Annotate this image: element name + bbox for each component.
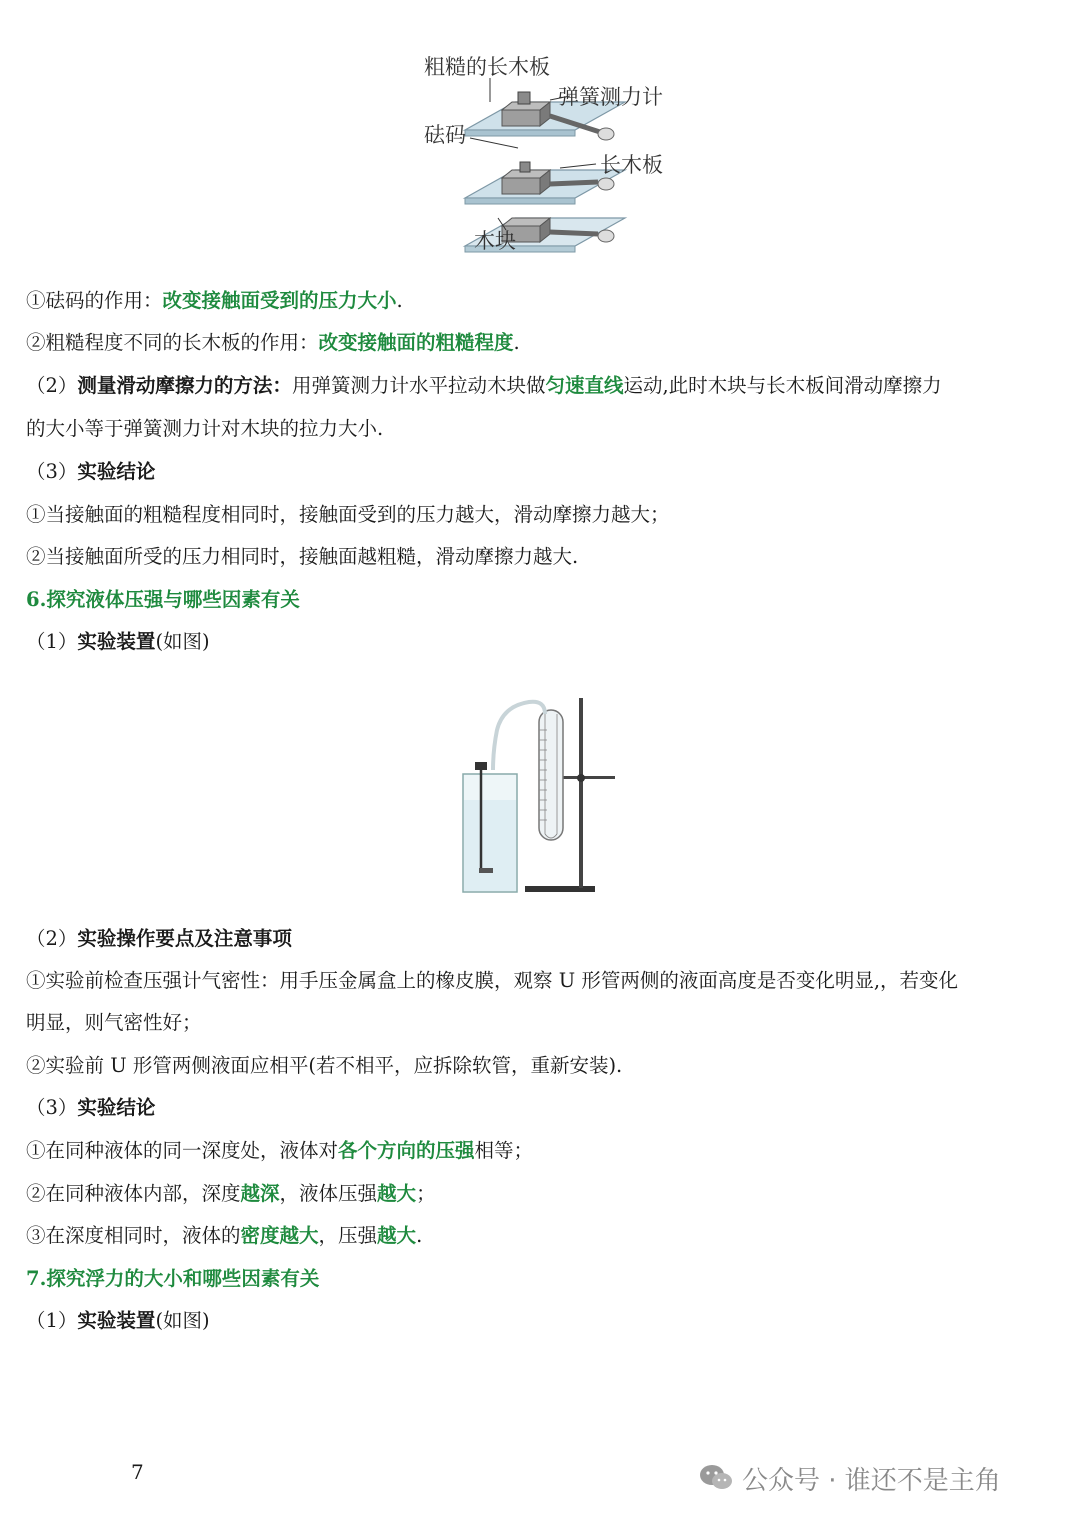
pressure-conclusion-1 [26, 1136, 1056, 1166]
item-text: ③在深度相同时，液体的 [26, 1224, 241, 1247]
rubber-hose [493, 702, 545, 770]
item-text: ①在同种液体的同一深度处，液体对 [26, 1139, 339, 1162]
item-text: 用弹簧测力计水平拉动木块做 [291, 374, 546, 397]
pressure-conclusion-2 [26, 1179, 1056, 1209]
item-text: ； [416, 1182, 436, 1205]
label-rough-board: 粗糙的长木板 [424, 55, 550, 79]
friction-item-2 [26, 328, 1056, 358]
item-text: . [396, 289, 403, 312]
item-text: . [513, 331, 520, 354]
item-text: ②粗糙程度不同的长木板的作用： [26, 331, 319, 354]
sub-suffix: (如图) [155, 1309, 210, 1332]
answer-highlight: 改变接触面的粗糙程度 [318, 331, 514, 354]
answer-highlight: 越大 [377, 1224, 417, 1247]
sub-number: （1） [26, 630, 78, 653]
item-text: ①砝码的作用： [26, 289, 163, 312]
item-text: . [416, 1224, 423, 1247]
answer-highlight: 改变接触面受到的压力大小 [162, 289, 397, 312]
sub-number: （3） [26, 1096, 78, 1119]
sub-number: （1） [26, 1309, 78, 1332]
sub-number: （2） [26, 927, 78, 950]
sub-suffix: (如图) [155, 630, 210, 653]
label-block: 木块 [474, 229, 516, 253]
sub-title: 实验装置 [77, 1309, 156, 1332]
item-text: ，压强 [318, 1224, 378, 1247]
sub-title: 测量滑动摩擦力的方法： [77, 374, 292, 397]
label-long-board: 长木板 [600, 153, 663, 177]
beaker [463, 762, 517, 892]
buoyancy-setup-heading [26, 1306, 1056, 1336]
watermark-text: 公众号 · 谁还不是主角 [742, 1465, 1001, 1496]
label-weight: 砝码 [424, 123, 466, 147]
item-text: 相等； [474, 1139, 534, 1162]
friction-item-1 [26, 286, 1056, 316]
answer-highlight: 越深 [240, 1182, 280, 1205]
answer-highlight: 匀速直线 [545, 374, 624, 397]
u-tube-manometer [539, 710, 563, 840]
pressure-notes-heading [26, 924, 1056, 954]
pressure-setup-heading [26, 627, 1056, 657]
sub-title: 实验结论 [77, 460, 156, 483]
wechat-icon [698, 1463, 734, 1493]
pressure-note-1-line-1: ①实验前检查压强计气密性：用手压金属盒上的橡皮膜，观察 U 形管两侧的液面高度是否变化明显,，若变化 [26, 969, 959, 992]
answer-highlight: 密度越大 [240, 1224, 319, 1247]
sub-title: 实验结论 [77, 1096, 156, 1119]
friction-method-line-2: 的大小等于弹簧测力计对木块的拉力大小. [26, 417, 384, 440]
item-text: ②在同种液体内部，深度 [26, 1182, 241, 1205]
friction-experiment-figure [410, 50, 690, 255]
section-7-heading: 7.探究浮力的大小和哪些因素有关 [26, 1267, 320, 1290]
answer-highlight: 越大 [377, 1182, 417, 1205]
item-text: ，液体压强 [279, 1182, 378, 1205]
sub-number: （2） [26, 374, 78, 397]
wood-block-top [502, 92, 550, 126]
friction-conclusion-1: ①当接触面的粗糙程度相同时，接触面受到的压力越大，滑动摩擦力越大； [26, 503, 670, 526]
section-6-heading: 6.探究液体压强与哪些因素有关 [26, 588, 300, 611]
sub-title: 实验装置 [77, 630, 156, 653]
page-number: 7 [131, 1460, 144, 1484]
pressure-conclusion-3 [26, 1221, 1056, 1251]
watermark [698, 1458, 1001, 1498]
wood-block-middle [502, 162, 550, 194]
friction-conclusion-2: ②当接触面所受的压力相同时，接触面越粗糙，滑动摩擦力越大. [26, 545, 579, 568]
friction-method-line-1 [26, 371, 1056, 401]
friction-conclusion-heading [26, 457, 1056, 487]
item-text: 运动,此时木块与长木板间滑动摩擦力 [623, 374, 942, 397]
sub-number: （3） [26, 460, 78, 483]
answer-highlight: 各个方向的压强 [338, 1139, 475, 1162]
label-spring-scale: 弹簧测力计 [558, 85, 663, 109]
pressure-conclusion-heading [26, 1093, 1056, 1123]
pressure-note-2: ②实验前 U 形管两侧液面应相平(若不相平，应拆除软管，重新安装). [26, 1054, 623, 1077]
pressure-note-1-line-2: 明显，则气密性好； [26, 1011, 202, 1034]
pressure-gauge-figure [455, 690, 635, 905]
sub-title: 实验操作要点及注意事项 [77, 927, 292, 950]
